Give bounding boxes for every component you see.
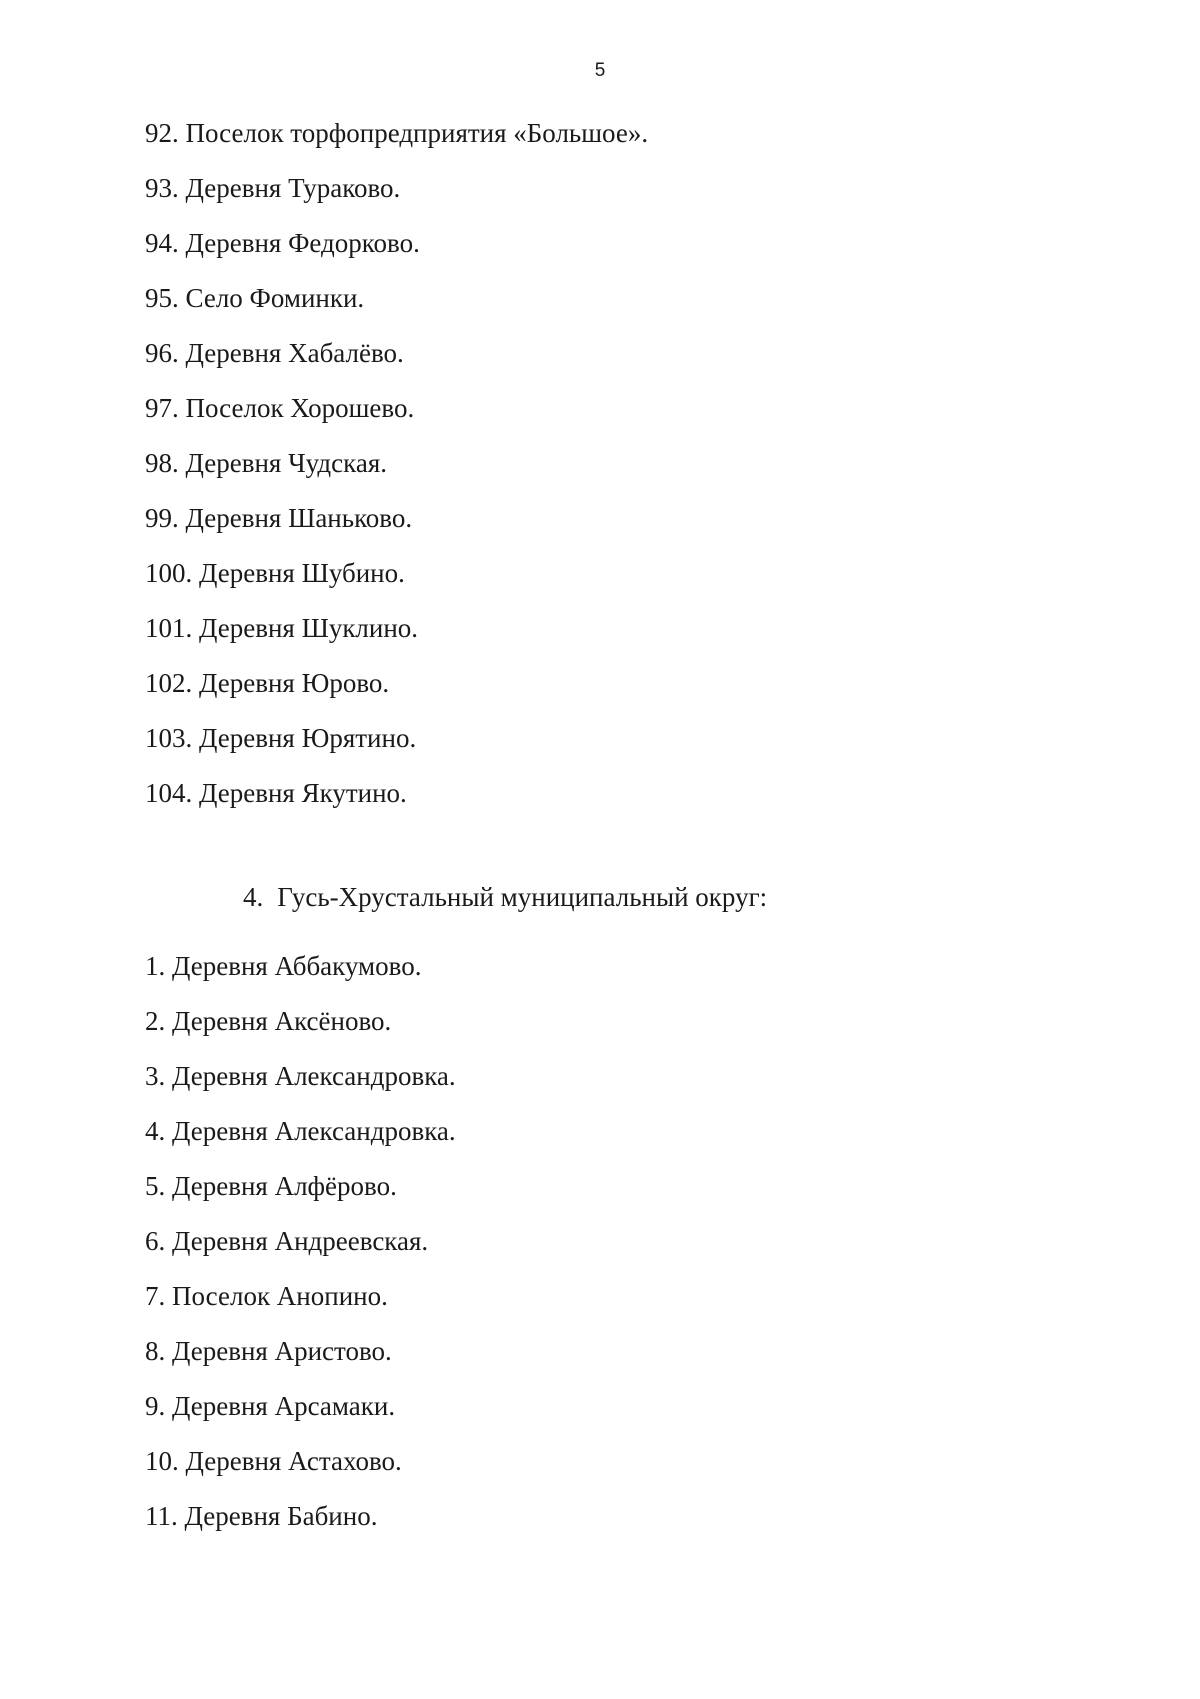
list-item (145, 1269, 456, 1324)
list-item (145, 1434, 456, 1489)
section-title: Гусь-Хрустальный муниципальный округ: (277, 882, 768, 912)
item-text: Деревня Аббакумово. (172, 951, 422, 981)
list-item (145, 766, 648, 821)
item-text: Деревня Александровка. (172, 1061, 456, 1091)
list-item (145, 1214, 456, 1269)
list-item (145, 546, 648, 601)
item-number: 7. (145, 1281, 166, 1311)
item-number: 97. (145, 393, 179, 423)
item-number: 98. (145, 448, 179, 478)
item-number: 102. (145, 668, 193, 698)
list-item (145, 436, 648, 491)
settlement-list-section-4 (145, 939, 456, 1544)
item-text: Поселок торфопредприятия «Большое». (185, 118, 649, 148)
item-number: 92. (145, 118, 179, 148)
item-text: Деревня Якутино. (199, 778, 407, 808)
settlement-list-continued (145, 106, 648, 821)
item-text: Деревня Хабалёво. (185, 338, 404, 368)
list-item (145, 939, 456, 994)
list-item (145, 161, 648, 216)
item-number: 8. (145, 1336, 166, 1366)
list-item (145, 1379, 456, 1434)
item-text: Деревня Аристово. (172, 1336, 392, 1366)
item-number: 5. (145, 1171, 166, 1201)
list-item (145, 216, 648, 271)
list-item (145, 711, 648, 766)
item-number: 11. (145, 1501, 178, 1531)
page-number: 5 (594, 60, 606, 81)
item-text: Деревня Арсамаки. (172, 1391, 396, 1421)
item-number: 93. (145, 173, 179, 203)
item-text: Деревня Аксёново. (172, 1006, 392, 1036)
item-number: 6. (145, 1226, 166, 1256)
list-item (145, 656, 648, 711)
list-item (145, 271, 648, 326)
item-number: 94. (145, 228, 179, 258)
item-number: 2. (145, 1006, 166, 1036)
item-text: Деревня Бабино. (184, 1501, 378, 1531)
item-number: 9. (145, 1391, 166, 1421)
item-number: 103. (145, 723, 193, 753)
item-number: 101. (145, 613, 193, 643)
item-number: 4. (145, 1116, 166, 1146)
item-text: Деревня Астахово. (185, 1446, 402, 1476)
item-text: Деревня Шубино. (199, 558, 405, 588)
section-heading (243, 877, 767, 917)
item-text: Деревня Алфёрово. (172, 1171, 397, 1201)
item-text: Деревня Юрятино. (199, 723, 417, 753)
list-item (145, 106, 648, 161)
list-item (145, 381, 648, 436)
item-text: Деревня Андреевская. (172, 1226, 429, 1256)
item-number: 10. (145, 1446, 179, 1476)
item-number: 99. (145, 503, 179, 533)
list-item (145, 1489, 456, 1544)
list-item (145, 326, 648, 381)
list-item (145, 1049, 456, 1104)
item-number: 3. (145, 1061, 166, 1091)
list-item (145, 994, 456, 1049)
item-number: 1. (145, 951, 166, 981)
item-text: Деревня Федорково. (185, 228, 420, 258)
item-text: Деревня Александровка. (172, 1116, 456, 1146)
list-item (145, 1104, 456, 1159)
item-text: Деревня Шуклино. (199, 613, 419, 643)
item-number: 95. (145, 283, 179, 313)
item-text: Деревня Шаньково. (185, 503, 413, 533)
list-item (145, 1324, 456, 1379)
item-text: Деревня Юрово. (199, 668, 390, 698)
list-item (145, 601, 648, 656)
list-item (145, 491, 648, 546)
item-text: Деревня Чудская. (185, 448, 388, 478)
item-number: 104. (145, 778, 193, 808)
item-number: 96. (145, 338, 179, 368)
section-number: 4. (243, 882, 264, 912)
item-text: Поселок Анопино. (172, 1281, 388, 1311)
item-text: Село Фоминки. (185, 283, 365, 313)
item-text: Деревня Тураково. (185, 173, 401, 203)
list-item (145, 1159, 456, 1214)
item-text: Поселок Хорошево. (185, 393, 415, 423)
item-number: 100. (145, 558, 193, 588)
